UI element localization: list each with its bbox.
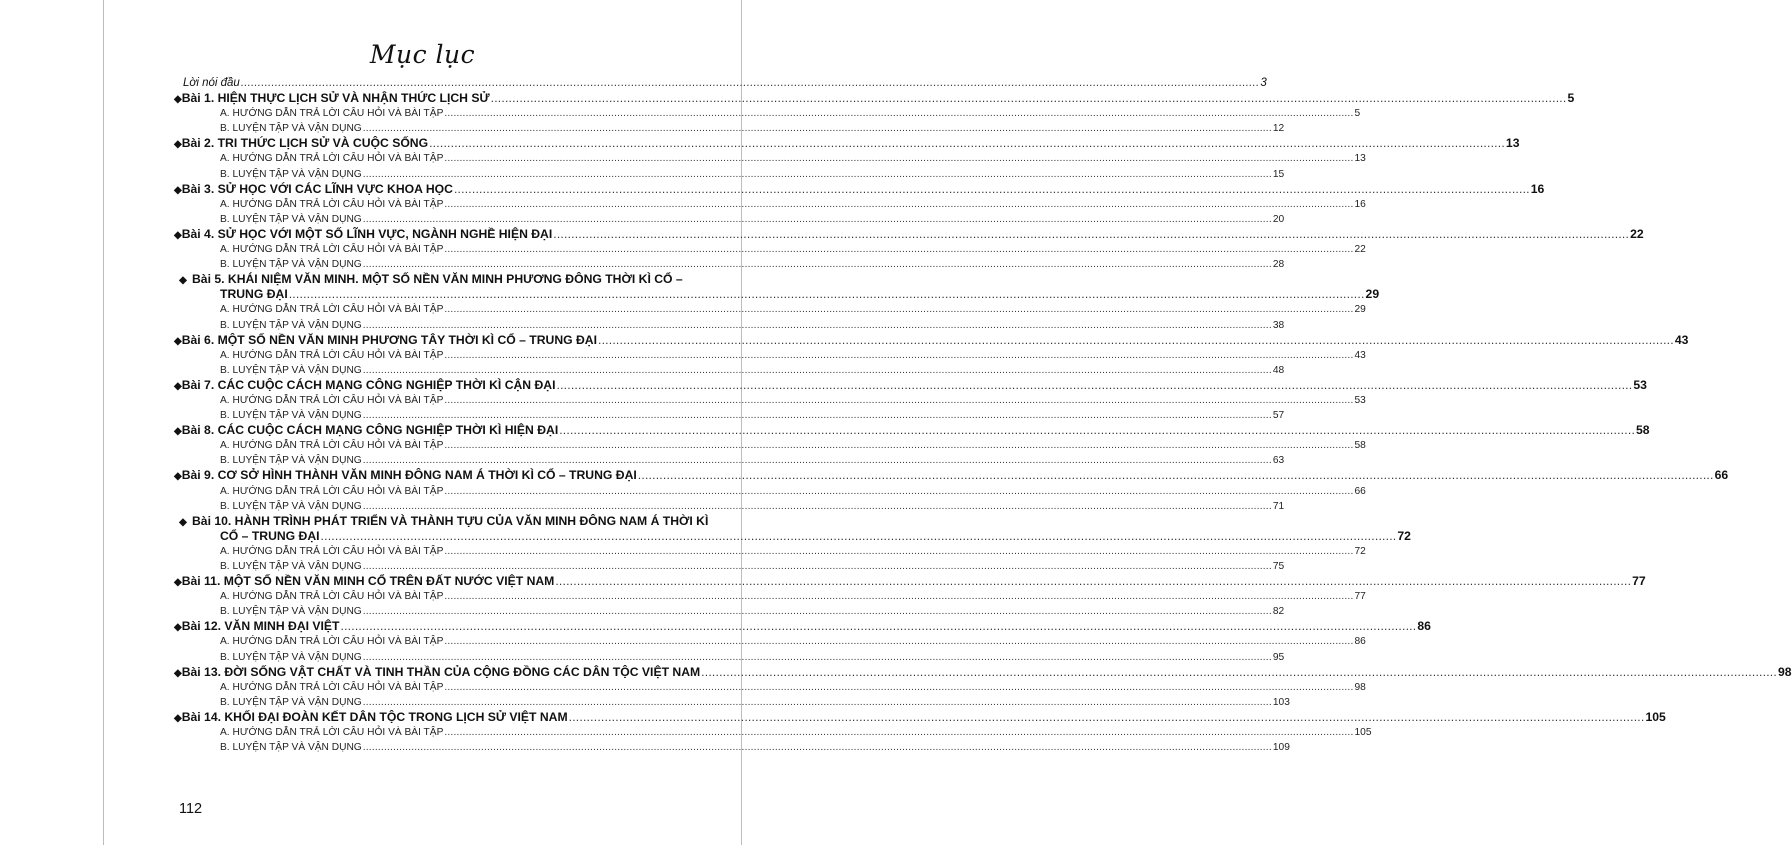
dot-leader: ............................................................................................................................................................................................................................................................................................................ xyxy=(444,108,1354,120)
toc-lesson-row[interactable] xyxy=(174,332,1689,348)
toc-sub-row-label: A. HƯỚNG DẪN TRẢ LỜI CÂU HỎI VÀ BÀI TẬP xyxy=(220,591,444,603)
toc-sub-row[interactable] xyxy=(174,484,1366,499)
toc-lesson-row-page: 16 xyxy=(1530,181,1545,196)
table-of-contents xyxy=(174,76,1792,755)
toc-lesson-row-page: 86 xyxy=(1417,619,1431,634)
toc-sub-row[interactable] xyxy=(174,212,1285,227)
dot-leader: ............................................................................................................................................................................................................................................................................................................ xyxy=(362,364,1272,376)
toc-sub-row-page: 58 xyxy=(1354,440,1366,452)
toc-lesson-row[interactable] xyxy=(174,226,1644,242)
toc-sub-row-page: 13 xyxy=(1354,153,1366,165)
toc-lesson-row-label: Bài 1. HIỆN THỰC LỊCH SỬ VÀ NHẬN THỨC LỊCH SỬ xyxy=(181,91,490,106)
toc-sub-row-page: 75 xyxy=(1272,561,1285,572)
toc-sub-row-label: A. HƯỚNG DẪN TRẢ LỜI CÂU HỎI VÀ BÀI TẬP xyxy=(220,485,444,497)
toc-sub-row-page: 98 xyxy=(1354,681,1366,693)
toc-sub-row-label: B. LUYỆN TẬP VÀ VẬN DỤNG xyxy=(220,168,362,180)
page-title: Mục lục xyxy=(369,40,476,69)
toc-sub-row-label: A. HƯỚNG DẪN TRẢ LỜI CÂU HỎI VÀ BÀI TẬP xyxy=(220,153,444,165)
dot-leader: ............................................................................................................................................................................................................................................................................................................ xyxy=(444,727,1354,739)
toc-sub-row-page: 29 xyxy=(1354,304,1366,316)
toc-sub-row-page: 77 xyxy=(1354,591,1366,603)
dot-leader: ............................................................................................................................................................................................................................................................................................................ xyxy=(340,619,1417,634)
toc-sub-row-page: 12 xyxy=(1272,123,1285,135)
dot-leader: ............................................................................................................................................................................................................................................................................................................ xyxy=(240,77,1260,89)
toc-sub-row-label: B. LUYỆN TẬP VÀ VẬN DỤNG xyxy=(220,500,362,512)
diamond-bullet-icon: ◆ xyxy=(174,139,182,151)
toc-lesson-row[interactable] xyxy=(174,514,771,529)
dot-leader: ............................................................................................................................................................................................................................................................................................................ xyxy=(362,410,1272,422)
dot-leader: ............................................................................................................................................................................................................................................................................................................ xyxy=(444,394,1354,406)
toc-lesson-row-page: 13 xyxy=(1505,136,1520,151)
dot-leader: ............................................................................................................................................................................................................................................................................................................ xyxy=(444,349,1354,361)
dot-leader: ............................................................................................................................................................................................................................................................................................................ xyxy=(362,500,1272,512)
dot-leader: ............................................................................................................................................................................................................................................................................................................ xyxy=(362,455,1272,467)
toc-sub-row-label: B. LUYỆN TẬP VÀ VẬN DỤNG xyxy=(220,213,362,225)
diamond-bullet-icon: ◆ xyxy=(174,712,182,724)
dot-leader: ............................................................................................................................................................................................................................................................................................................ xyxy=(362,651,1272,663)
toc-lesson-continuation-page: 29 xyxy=(1365,287,1380,302)
toc-lesson-row[interactable] xyxy=(174,664,1792,680)
dot-leader: ............................................................................................................................................................................................................................................................................................................ xyxy=(444,681,1354,693)
dot-leader: ............................................................................................................................................................................................................................................................................................................ xyxy=(362,561,1272,572)
dot-leader: ............................................................................................................................................................................................................................................................................................................ xyxy=(568,709,1645,724)
toc-sub-row-label: A. HƯỚNG DẪN TRẢ LỜI CÂU HỎI VÀ BÀI TẬP xyxy=(220,545,444,557)
dot-leader: ............................................................................................................................................................................................................................................................................................................ xyxy=(444,198,1354,210)
toc-sub-row-page: 28 xyxy=(1272,259,1285,271)
toc-sub-row-label: B. LUYỆN TẬP VÀ VẬN DỤNG xyxy=(220,259,362,271)
dot-leader: ............................................................................................................................................................................................................................................................................................................ xyxy=(362,213,1272,225)
toc-sub-row[interactable] xyxy=(174,740,1290,755)
diamond-bullet-icon: ◆ xyxy=(174,335,182,347)
diamond-bullet-icon: ◆ xyxy=(174,184,182,196)
toc-sub-row-page: 82 xyxy=(1272,606,1285,618)
toc-sub-row-page: 72 xyxy=(1354,545,1366,557)
dot-leader: ............................................................................................................................................................................................................................................................................................................ xyxy=(444,153,1354,165)
dot-leader: ............................................................................................................................................................................................................................................................................................................ xyxy=(701,664,1777,679)
toc-sub-row-page: 43 xyxy=(1354,349,1366,361)
toc-lesson-row[interactable] xyxy=(174,619,1431,634)
dot-leader: ............................................................................................................................................................................................................................................................................................................ xyxy=(490,91,1567,106)
toc-sub-row-label: A. HƯỚNG DẪN TRẢ LỜI CÂU HỎI VÀ BÀI TẬP xyxy=(220,244,444,256)
toc-lesson-row-page: 58 xyxy=(1636,423,1650,438)
toc-lesson-row[interactable] xyxy=(174,423,1650,438)
toc-sub-row[interactable] xyxy=(174,363,1285,378)
toc-sub-row-page: 71 xyxy=(1272,500,1285,512)
dot-leader: ............................................................................................................................................................................................................................................................................................................ xyxy=(444,485,1354,497)
toc-sub-row-label: B. LUYỆN TẬP VÀ VẬN DỤNG xyxy=(220,696,362,708)
toc-sub-row-page: 103 xyxy=(1272,696,1290,708)
page-number: 112 xyxy=(179,801,203,817)
toc-sub-row-label: A. HƯỚNG DẪN TRẢ LỜI CÂU HỎI VÀ BÀI TẬP xyxy=(220,727,444,739)
toc-lesson-row-page: 43 xyxy=(1674,332,1689,347)
toc-sub-row[interactable] xyxy=(174,151,1366,166)
toc-lesson-row-label: Bài 11. MỘT SỐ NỀN VĂN MINH CỔ TRÊN ĐẤT NƯỚC VIỆT NAM xyxy=(181,574,555,589)
toc-sub-row-label: A. HƯỚNG DẪN TRẢ LỜI CÂU HỎI VÀ BÀI TẬP xyxy=(220,636,444,648)
dot-leader: ............................................................................................................................................................................................................................................................................................................ xyxy=(444,440,1354,452)
toc-sub-row[interactable] xyxy=(174,499,1285,514)
toc-sub-row-label: B. LUYỆN TẬP VÀ VẬN DỤNG xyxy=(220,606,362,618)
diamond-bullet-icon: ◆ xyxy=(174,622,182,634)
toc-lesson-row-label: Bài 14. KHỐI ĐẠI ĐOÀN KẾT DÂN TỘC TRONG LỊCH SỬ VIỆT NAM xyxy=(181,709,568,724)
diamond-bullet-icon: ◆ xyxy=(174,94,182,106)
toc-intro-label: Lời nói đầu xyxy=(183,77,240,89)
toc-lesson-row[interactable] xyxy=(174,181,1545,197)
dot-leader: ............................................................................................................................................................................................................................................................................................................ xyxy=(362,319,1272,331)
dot-leader: ............................................................................................................................................................................................................................................................................................................ xyxy=(444,304,1354,316)
diamond-bullet-icon: ◆ xyxy=(174,426,182,438)
toc-sub-row[interactable] xyxy=(174,544,1366,559)
dot-leader: ............................................................................................................................................................................................................................................................................................................ xyxy=(362,696,1272,708)
dot-leader: ............................................................................................................................................................................................................................................................................................................ xyxy=(429,136,1505,151)
toc-sub-row[interactable] xyxy=(174,680,1366,695)
diamond-bullet-icon: ◆ xyxy=(174,380,182,392)
toc-sub-row-page: 53 xyxy=(1354,394,1366,406)
toc-sub-row[interactable] xyxy=(174,167,1285,182)
toc-lesson-continuation-label: TRUNG ĐẠI xyxy=(220,287,288,302)
toc-lesson-row[interactable] xyxy=(174,136,1520,151)
toc-sub-row-label: A. HƯỚNG DẪN TRẢ LỜI CÂU HỎI VÀ BÀI TẬP xyxy=(220,681,444,693)
toc-sub-row-label: B. LUYỆN TẬP VÀ VẬN DỤNG xyxy=(220,455,362,467)
toc-lesson-row[interactable] xyxy=(174,574,1646,589)
dot-leader: ............................................................................................................................................................................................................................................................................................................ xyxy=(288,287,1365,302)
toc-sub-row-page: 16 xyxy=(1354,198,1366,210)
toc-lesson-row-page: 5 xyxy=(1567,91,1575,106)
dot-leader: ............................................................................................................................................................................................................................................................................................................ xyxy=(362,168,1272,180)
toc-sub-row-page: 20 xyxy=(1272,213,1285,225)
toc-sub-row[interactable] xyxy=(174,453,1285,468)
toc-sub-row[interactable] xyxy=(174,695,1290,710)
toc-sub-row-page: 109 xyxy=(1272,742,1290,754)
toc-lesson-row-page: 53 xyxy=(1633,377,1647,392)
diamond-bullet-icon: ◆ xyxy=(179,516,187,528)
dot-leader: ............................................................................................................................................................................................................................................................................................................ xyxy=(559,423,1636,438)
dot-leader: ............................................................................................................................................................................................................................................................................................................ xyxy=(453,181,1530,196)
toc-sub-row-label: A. HƯỚNG DẪN TRẢ LỜI CÂU HỎI VÀ BÀI TẬP xyxy=(220,394,444,406)
dot-leader: ............................................................................................................................................................................................................................................................................................................ xyxy=(556,377,1633,392)
toc-sub-row[interactable] xyxy=(174,604,1285,619)
dot-leader: ............................................................................................................................................................................................................................................................................................................ xyxy=(362,259,1272,271)
toc-lesson-row-page: 105 xyxy=(1645,709,1666,724)
toc-sub-row-page: 95 xyxy=(1272,651,1285,663)
dot-leader: ............................................................................................................................................................................................................................................................................................................ xyxy=(553,226,1630,241)
dot-leader: ............................................................................................................................................................................................................................................................................................................ xyxy=(555,574,1632,589)
toc-sub-row-page: 48 xyxy=(1272,364,1285,376)
toc-sub-row-page: 63 xyxy=(1272,455,1285,467)
toc-sub-row[interactable] xyxy=(174,634,1366,649)
diamond-bullet-icon: ◆ xyxy=(174,667,182,679)
toc-sub-row-page: 66 xyxy=(1354,485,1366,497)
toc-sub-row-label: A. HƯỚNG DẪN TRẢ LỜI CÂU HỎI VÀ BÀI TẬP xyxy=(220,349,444,361)
toc-sub-row-page: 5 xyxy=(1354,108,1361,120)
toc-lesson-row-label: Bài 4. SỬ HỌC VỚI MỘT SỐ LĨNH VỰC, NGÀNH NGHỀ HIỆN ĐẠI xyxy=(181,226,553,241)
toc-sub-row-page: 22 xyxy=(1354,244,1366,256)
diamond-bullet-icon: ◆ xyxy=(174,577,182,589)
toc-sub-row[interactable] xyxy=(174,302,1366,317)
toc-sub-row[interactable] xyxy=(174,242,1366,257)
dot-leader: ............................................................................................................................................................................................................................................................................................................ xyxy=(444,244,1354,256)
toc-lesson-row[interactable] xyxy=(174,377,1647,393)
toc-lesson-row-label: Bài 13. ĐỜI SỐNG VẬT CHẤT VÀ TINH THẦN CỦA CỘNG ĐỒNG CÁC DÂN TỘC VIỆT NAM xyxy=(181,664,701,679)
toc-sub-row-label: B. LUYỆN TẬP VÀ VẬN DỤNG xyxy=(220,742,362,754)
toc-lesson-row-label: Bài 7. CÁC CUỘC CÁCH MẠNG CÔNG NGHIỆP THỜI KÌ CẬN ĐẠI xyxy=(181,377,556,392)
toc-lesson-row-label: Bài 3. SỬ HỌC VỚI CÁC LĨNH VỰC KHOA HỌC xyxy=(181,181,453,196)
toc-lesson-row[interactable] xyxy=(174,468,1729,483)
diamond-bullet-icon: ◆ xyxy=(174,471,182,483)
toc-lesson-row[interactable] xyxy=(174,91,1575,106)
toc-lesson-row[interactable] xyxy=(174,272,771,287)
toc-sub-row-page: 105 xyxy=(1354,727,1372,739)
toc-sub-row-label: B. LUYỆN TẬP VÀ VẬN DỤNG xyxy=(220,410,362,422)
diamond-bullet-icon: ◆ xyxy=(174,229,182,241)
toc-sub-row[interactable] xyxy=(174,318,1285,333)
diamond-bullet-icon: ◆ xyxy=(179,275,187,287)
toc-sub-row[interactable] xyxy=(174,408,1285,423)
dot-leader: ............................................................................................................................................................................................................................................................................................................ xyxy=(362,123,1272,135)
toc-sub-row[interactable] xyxy=(174,559,1285,574)
dot-leader: ............................................................................................................................................................................................................................................................................................................ xyxy=(637,468,1714,483)
toc-sub-row-page: 15 xyxy=(1272,168,1285,180)
book-page xyxy=(103,0,1792,845)
toc-sub-row[interactable] xyxy=(174,650,1285,665)
toc-intro-page: 3 xyxy=(1260,77,1267,89)
toc-lesson-row-page: 98 xyxy=(1777,664,1792,679)
dot-leader: ............................................................................................................................................................................................................................................................................................................ xyxy=(444,636,1354,648)
toc-sub-row-label: B. LUYỆN TẬP VÀ VẬN DỤNG xyxy=(220,651,362,663)
toc-lesson-continuation-page: 72 xyxy=(1397,528,1411,543)
toc-sub-row-page: 57 xyxy=(1272,410,1285,422)
toc-lesson-row-label: Bài 2. TRI THỨC LỊCH SỬ VÀ CUỘC SỐNG xyxy=(181,136,429,151)
toc-lesson-continuation-label: CỔ – TRUNG ĐẠI xyxy=(220,528,320,543)
toc-lesson-row-label: Bài 8. CÁC CUỘC CÁCH MẠNG CÔNG NGHIỆP THỜI KÌ HIỆN ĐẠI xyxy=(181,423,559,438)
toc-sub-row[interactable] xyxy=(174,438,1366,453)
toc-lesson-continuation[interactable] xyxy=(174,528,1411,544)
toc-lesson-row-label: Bài 9. CƠ SỞ HÌNH THÀNH VĂN MINH ĐÔNG NAM Á THỜI KÌ CỔ – TRUNG ĐẠI xyxy=(181,468,637,483)
toc-sub-row-label: A. HƯỚNG DẪN TRẢ LỜI CÂU HỎI VÀ BÀI TẬP xyxy=(220,304,444,316)
dot-leader: ............................................................................................................................................................................................................................................................................................................ xyxy=(598,332,1674,347)
toc-sub-row-label: B. LUYỆN TẬP VÀ VẬN DỤNG xyxy=(220,561,362,572)
toc-lesson-row-page: 22 xyxy=(1630,226,1644,241)
toc-lesson-row-label: Bài 12. VĂN MINH ĐẠI VIỆT xyxy=(181,619,340,634)
toc-lesson-row-label: Bài 5. KHÁI NIỆM VĂN MINH. MỘT SỐ NỀN VĂN MINH PHƯƠNG ĐÔNG THỜI KÌ CỔ – xyxy=(192,272,683,287)
toc-sub-row[interactable] xyxy=(174,348,1366,363)
toc-sub-row-label: A. HƯỚNG DẪN TRẢ LỜI CÂU HỎI VÀ BÀI TẬP xyxy=(220,198,444,210)
dot-leader: ............................................................................................................................................................................................................................................................................................................ xyxy=(444,545,1354,557)
toc-sub-row[interactable] xyxy=(174,725,1372,740)
toc-sub-row-label: B. LUYỆN TẬP VÀ VẬN DỤNG xyxy=(220,319,362,331)
toc-sub-row[interactable] xyxy=(174,121,1285,136)
toc-sub-row-label: A. HƯỚNG DẪN TRẢ LỜI CÂU HỎI VÀ BÀI TẬP xyxy=(220,108,444,120)
toc-sub-row-label: B. LUYỆN TẬP VÀ VẬN DỤNG xyxy=(220,364,362,376)
toc-lesson-row-page: 77 xyxy=(1632,574,1646,589)
toc-sub-row[interactable] xyxy=(174,106,1361,121)
toc-lesson-row[interactable] xyxy=(174,709,1666,725)
toc-sub-row[interactable] xyxy=(174,393,1366,408)
toc-lesson-row-label: Bài 6. MỘT SỐ NỀN VĂN MINH PHƯƠNG TÂY THỜI KÌ CỔ – TRUNG ĐẠI xyxy=(181,332,597,347)
toc-lesson-continuation[interactable] xyxy=(174,287,1380,302)
toc-sub-row[interactable] xyxy=(174,589,1366,604)
toc-sub-row-label: A. HƯỚNG DẪN TRẢ LỜI CÂU HỎI VÀ BÀI TẬP xyxy=(220,440,444,452)
dot-leader: ............................................................................................................................................................................................................................................................................................................ xyxy=(362,742,1272,754)
toc-sub-row-page: 38 xyxy=(1272,319,1285,331)
toc-sub-row[interactable] xyxy=(174,197,1366,212)
dot-leader: ............................................................................................................................................................................................................................................................................................................ xyxy=(362,606,1272,618)
toc-sub-row-label: B. LUYỆN TẬP VÀ VẬN DỤNG xyxy=(220,123,362,135)
toc-lesson-row-page: 66 xyxy=(1714,468,1729,483)
dot-leader: ............................................................................................................................................................................................................................................................................................................ xyxy=(320,528,1397,543)
toc-lesson-row-label: Bài 10. HÀNH TRÌNH PHÁT TRIỂN VÀ THÀNH TỰU CỦA VĂN MINH ĐÔNG NAM Á THỜI KÌ xyxy=(192,513,709,528)
toc-intro-row[interactable] xyxy=(174,76,1267,91)
dot-leader: ............................................................................................................................................................................................................................................................................................................ xyxy=(444,591,1354,603)
toc-sub-row[interactable] xyxy=(174,257,1285,272)
toc-sub-row-page: 86 xyxy=(1354,636,1366,648)
